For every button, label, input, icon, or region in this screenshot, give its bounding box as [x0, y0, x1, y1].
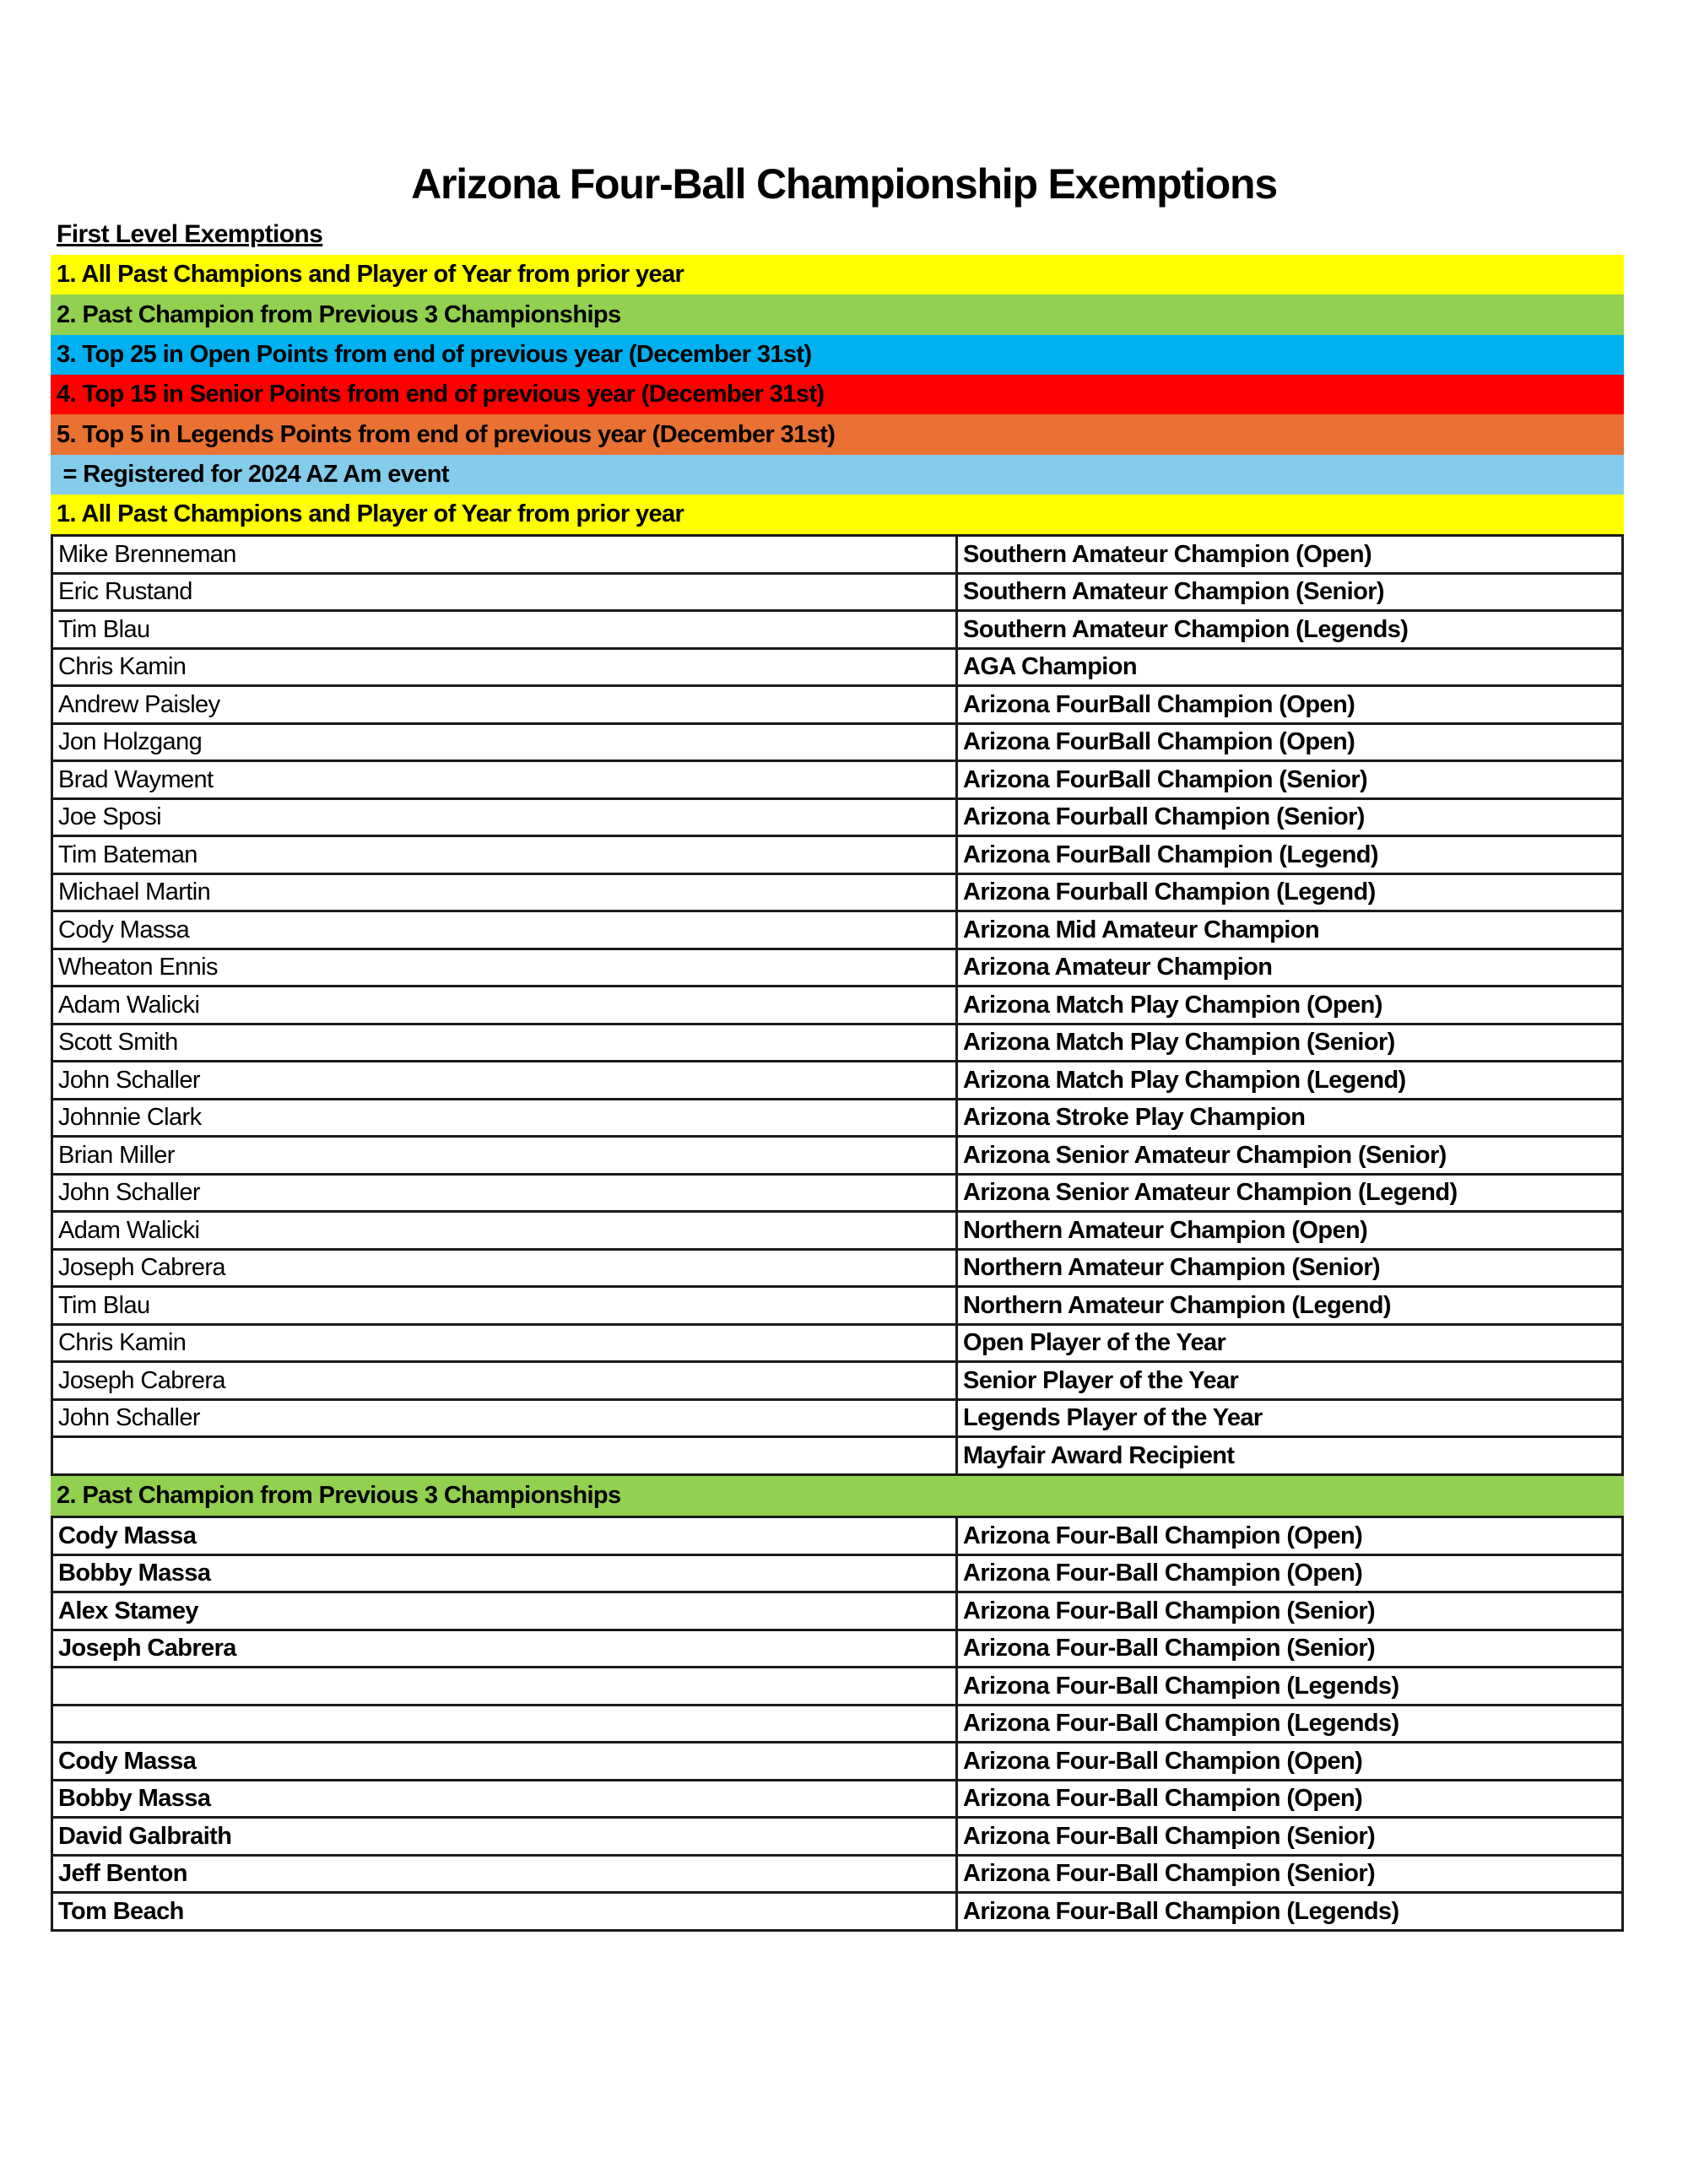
- table-row: [52, 686, 1623, 724]
- table-row: [52, 1855, 1623, 1893]
- exemption-title-cell: Arizona Four-Ball Champion (Legends): [957, 1668, 1623, 1706]
- player-name-cell: Jeff Benton: [52, 1855, 957, 1893]
- legend-item-registered: = Registered for 2024 AZ Am event: [51, 455, 1624, 495]
- exemptions-table: [51, 534, 1624, 1476]
- section-header: 1. All Past Champions and Player of Year from prior year: [51, 495, 1624, 534]
- player-name-cell: Jon Holzgang: [52, 723, 957, 761]
- exemption-title-cell: Arizona Four-Ball Champion (Legends): [957, 1893, 1623, 1931]
- player-name-cell: Adam Walicki: [52, 1212, 957, 1250]
- exemption-title-cell: Arizona Match Play Champion (Legend): [957, 1062, 1623, 1100]
- player-name-cell: Joseph Cabrera: [52, 1249, 957, 1287]
- player-name-cell: Joseph Cabrera: [52, 1362, 957, 1400]
- section-past-champions-poy: [51, 495, 1624, 1476]
- table-row: [52, 1362, 1623, 1400]
- exemption-title-cell: Arizona Amateur Champion: [957, 949, 1623, 987]
- exemptions-table: [51, 1516, 1624, 1932]
- document-title: Arizona Four-Ball Championship Exemptions: [411, 160, 1277, 208]
- table-row: [52, 1099, 1623, 1137]
- table-row: [52, 611, 1623, 649]
- table-row: [52, 1437, 1623, 1475]
- player-name-cell: Adam Walicki: [52, 987, 957, 1024]
- exemption-title-cell: Senior Player of the Year: [957, 1362, 1623, 1400]
- player-name-cell: Cody Massa: [52, 1743, 957, 1781]
- player-name-cell: Wheaton Ennis: [52, 949, 957, 987]
- exemption-title-cell: Arizona Four-Ball Champion (Open): [957, 1517, 1623, 1555]
- exemption-title-cell: Arizona Four-Ball Champion (Legends): [957, 1705, 1623, 1743]
- exemption-title-cell: Arizona Fourball Champion (Legend): [957, 873, 1623, 911]
- table-row: [52, 1668, 1623, 1706]
- table-row: [52, 1287, 1623, 1325]
- player-name-cell: Joe Sposi: [52, 798, 957, 836]
- exemption-title-cell: Arizona Four-Ball Champion (Senior): [957, 1630, 1623, 1668]
- table-row: [52, 573, 1623, 611]
- legend-item: 5. Top 5 in Legends Points from end of previous year (December 31st): [51, 414, 1624, 454]
- exemption-title-cell: Southern Amateur Champion (Senior): [957, 573, 1623, 611]
- table-row: [52, 1893, 1623, 1931]
- exemption-title-cell: Arizona FourBall Champion (Open): [957, 723, 1623, 761]
- exemption-title-cell: Arizona Senior Amateur Champion (Legend): [957, 1174, 1623, 1212]
- section-previous-3-champions: [51, 1476, 1624, 1932]
- table-row: [52, 949, 1623, 987]
- player-name-cell: [52, 1705, 957, 1743]
- player-name-cell: [52, 1668, 957, 1706]
- player-name-cell: Tom Beach: [52, 1893, 957, 1931]
- table-row: [52, 873, 1623, 911]
- player-name-cell: Alex Stamey: [52, 1592, 957, 1630]
- table-row: [52, 1174, 1623, 1212]
- player-name-cell: Tim Blau: [52, 1287, 957, 1325]
- table-row: [52, 536, 1623, 574]
- exemption-title-cell: Southern Amateur Champion (Open): [957, 536, 1623, 574]
- table-row: [52, 761, 1623, 799]
- player-name-cell: Bobby Massa: [52, 1554, 957, 1592]
- exemption-title-cell: Legends Player of the Year: [957, 1399, 1623, 1437]
- player-name-cell: Brad Wayment: [52, 761, 957, 799]
- table-row: [52, 911, 1623, 949]
- table-row: [52, 648, 1623, 686]
- table-row: [52, 1024, 1623, 1062]
- table-row: [52, 1212, 1623, 1250]
- legend-item: 4. Top 15 in Senior Points from end of previous year (December 31st): [51, 375, 1624, 414]
- table-row: [52, 1517, 1623, 1555]
- table-row: [52, 987, 1623, 1024]
- player-name-cell: Eric Rustand: [52, 573, 957, 611]
- player-name-cell: Tim Blau: [52, 611, 957, 649]
- exemption-title-cell: Arizona Four-Ball Champion (Open): [957, 1780, 1623, 1818]
- exemption-title-cell: AGA Champion: [957, 648, 1623, 686]
- player-name-cell: Cody Massa: [52, 911, 957, 949]
- player-name-cell: [52, 1437, 957, 1475]
- player-name-cell: Johnnie Clark: [52, 1099, 957, 1137]
- exemption-title-cell: Arizona Match Play Champion (Open): [957, 987, 1623, 1024]
- exemption-title-cell: Northern Amateur Champion (Senior): [957, 1249, 1623, 1287]
- player-name-cell: Michael Martin: [52, 873, 957, 911]
- exemption-title-cell: Arizona Four-Ball Champion (Open): [957, 1554, 1623, 1592]
- exemption-title-cell: Mayfair Award Recipient: [957, 1437, 1623, 1475]
- exemption-title-cell: Arizona Four-Ball Champion (Open): [957, 1743, 1623, 1781]
- player-name-cell: John Schaller: [52, 1399, 957, 1437]
- player-name-cell: Tim Bateman: [52, 836, 957, 874]
- player-name-cell: Mike Brenneman: [52, 536, 957, 574]
- exemption-title-cell: Arizona Stroke Play Champion: [957, 1099, 1623, 1137]
- table-row: [52, 1249, 1623, 1287]
- legend-item: 2. Past Champion from Previous 3 Championships: [51, 295, 1624, 334]
- player-name-cell: Chris Kamin: [52, 1324, 957, 1362]
- table-row: [52, 1324, 1623, 1362]
- exemption-title-cell: Southern Amateur Champion (Legends): [957, 611, 1623, 649]
- legend: [51, 255, 1624, 495]
- player-name-cell: John Schaller: [52, 1174, 957, 1212]
- exemption-title-cell: Arizona Four-Ball Champion (Senior): [957, 1855, 1623, 1893]
- exemption-title-cell: Northern Amateur Champion (Open): [957, 1212, 1623, 1250]
- player-name-cell: Cody Massa: [52, 1517, 957, 1555]
- table-row: [52, 1592, 1623, 1630]
- exemption-title-cell: Arizona Senior Amateur Champion (Senior): [957, 1137, 1623, 1175]
- exemptions-sheet: [51, 255, 1624, 1932]
- player-name-cell: Scott Smith: [52, 1024, 957, 1062]
- player-name-cell: John Schaller: [52, 1062, 957, 1100]
- exemption-title-cell: Arizona FourBall Champion (Senior): [957, 761, 1623, 799]
- table-row: [52, 798, 1623, 836]
- player-name-cell: Joseph Cabrera: [52, 1630, 957, 1668]
- exemption-title-cell: Northern Amateur Champion (Legend): [957, 1287, 1623, 1325]
- table-row: [52, 1062, 1623, 1100]
- table-row: [52, 1137, 1623, 1175]
- player-name-cell: Chris Kamin: [52, 648, 957, 686]
- exemption-title-cell: Arizona Four-Ball Champion (Senior): [957, 1592, 1623, 1630]
- exemption-title-cell: Open Player of the Year: [957, 1324, 1623, 1362]
- table-row: [52, 1399, 1623, 1437]
- exemption-title-cell: Arizona Fourball Champion (Senior): [957, 798, 1623, 836]
- exemption-title-cell: Arizona Four-Ball Champion (Senior): [957, 1818, 1623, 1856]
- legend-item: 1. All Past Champions and Player of Year from prior year: [51, 255, 1624, 295]
- table-row: [52, 836, 1623, 874]
- table-row: [52, 723, 1623, 761]
- table-row: [52, 1705, 1623, 1743]
- section-header: 2. Past Champion from Previous 3 Championships: [51, 1476, 1624, 1516]
- player-name-cell: Brian Miller: [52, 1137, 957, 1175]
- table-row: [52, 1630, 1623, 1668]
- exemption-title-cell: Arizona FourBall Champion (Legend): [957, 836, 1623, 874]
- player-name-cell: David Galbraith: [52, 1818, 957, 1856]
- table-row: [52, 1780, 1623, 1818]
- table-row: [52, 1743, 1623, 1781]
- legend-item: 3. Top 25 in Open Points from end of previous year (December 31st): [51, 335, 1624, 375]
- table-row: [52, 1554, 1623, 1592]
- exemption-title-cell: Arizona FourBall Champion (Open): [957, 686, 1623, 724]
- table-row: [52, 1818, 1623, 1856]
- exemption-title-cell: Arizona Mid Amateur Champion: [957, 911, 1623, 949]
- exemption-title-cell: Arizona Match Play Champion (Senior): [957, 1024, 1623, 1062]
- player-name-cell: Bobby Massa: [52, 1780, 957, 1818]
- player-name-cell: Andrew Paisley: [52, 686, 957, 724]
- first-level-exemptions-heading: First Level Exemptions: [57, 220, 323, 248]
